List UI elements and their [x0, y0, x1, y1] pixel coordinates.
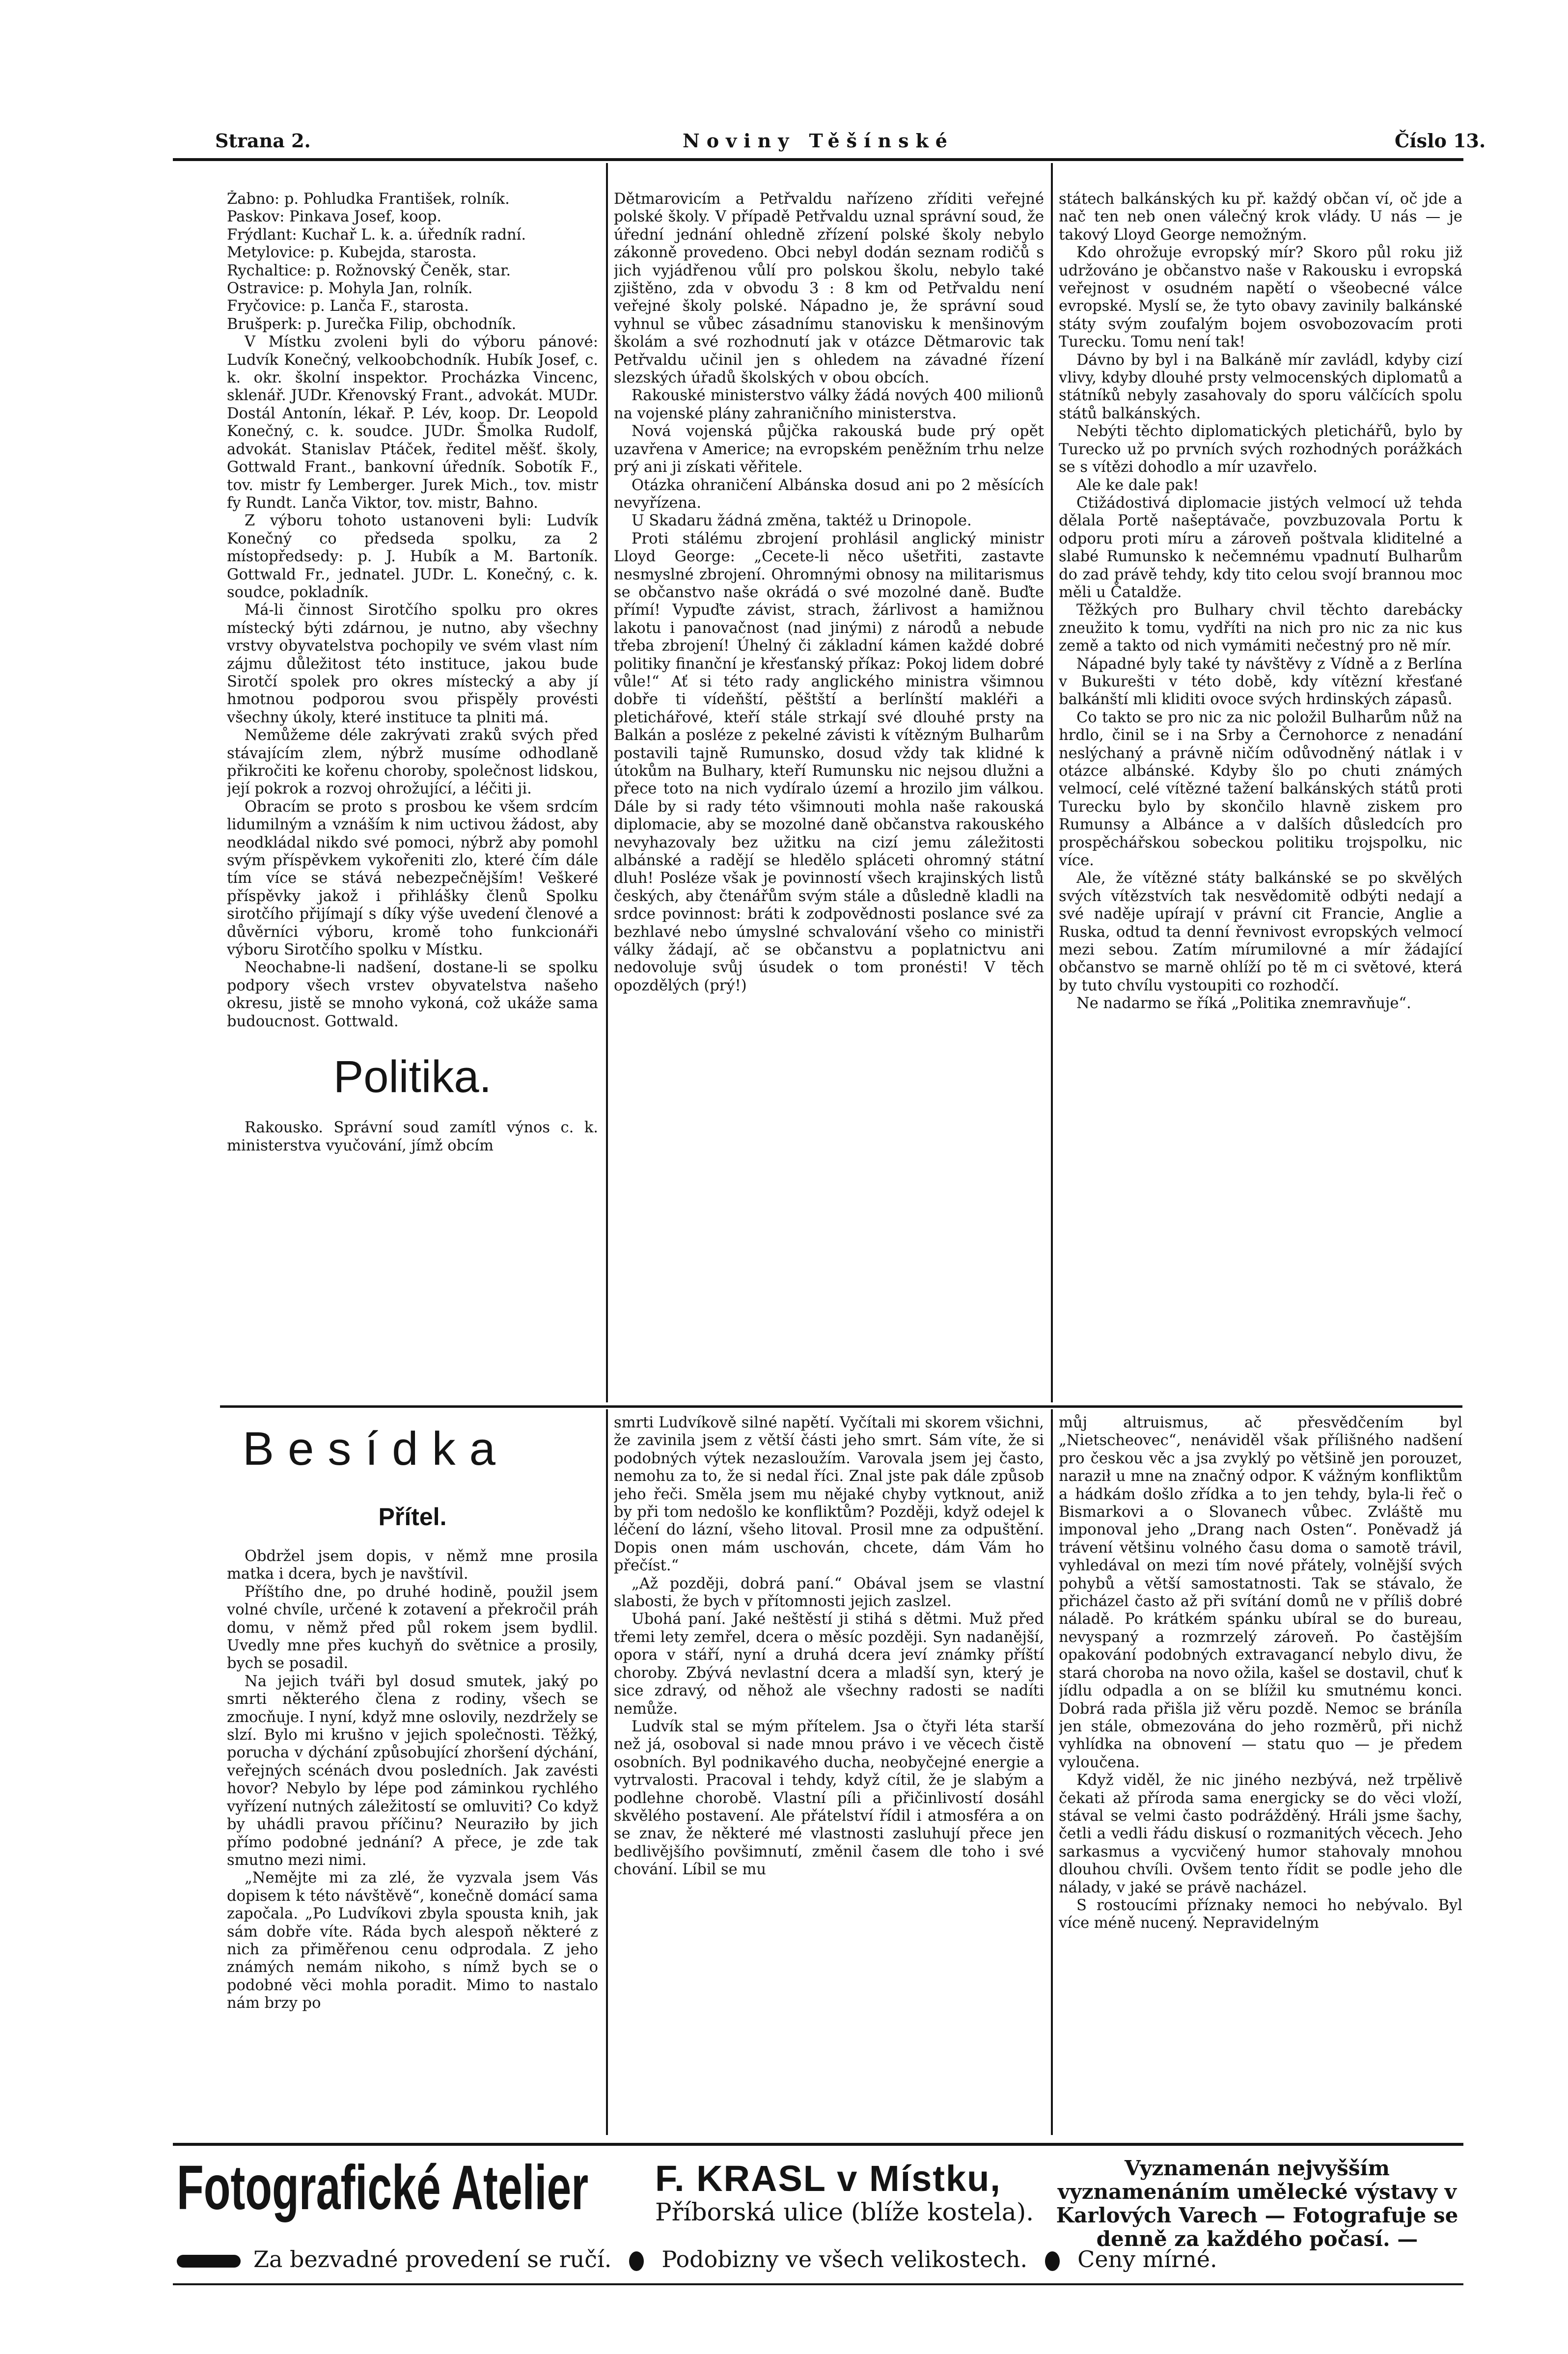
bullet-icon: [629, 2251, 644, 2271]
ad-award: Vyznamenán nejvyšším vyznamenáním umělecké výstavy v Karlových Varech — Fotografuje se denně za každého počasí. —: [1056, 2156, 1458, 2251]
paragraph: Nápadné byly také ty návštěvy z Vídně a z Berlína v Bukurešti v této době, kdy vítězní křesťané balkánští mli kliditi ovoce svých hrdinských zápasů.: [1059, 655, 1462, 709]
list-item: Žabno: p. Pohludka František, rolník.: [227, 191, 510, 208]
paragraph: Dávno by byl i na Balkáně mír zavládl, kdyby cizí vlivy, kdyby dlouhé prsty velmocenských diplomatů a státníků nebyly zasahovaly do sporu válčících spolu států balkánských.: [1059, 351, 1462, 422]
paragraph: Kdo ohrožuje evropský mír? Skoro půl roku již udržováno je občanstvo naše v Rakousku i evropská veřejnost v osudném napětí o všeobecné válce evropské. Myslí se, že tyto obavy zavinily balkánské státy svým zoufalým bojem osvobozovacím proti Turecku. Tomu není tak!: [1059, 244, 1462, 351]
bullet-icon: [1045, 2251, 1060, 2271]
paragraph: Nebýti těchto diplomatických pletichářů, bylo by Turecko už po prvních svých rozhodných porážkách se s vítězi dohodlo a mír uzavřelo.: [1059, 423, 1462, 476]
paragraph: Má-li činnost Sirotčího spolku pro okres místecký býti zdárnou, je nutno, aby všechny vrstvy obyvatelstva pochopily ve svém vlast ním zájmu důležitost této instituce, jakou bude Sirotčí spolek pro okres místecký a aby jí hmotnou podporou svou přispěly provésti všechny úkoly, které instituce ta plniti má.: [227, 602, 598, 726]
paragraph: Obdržel jsem dopis, v němž mne prosila matka i dcera, bych je navštívil.: [227, 1548, 598, 1583]
paragraph: Neochabne-li nadšení, dostane-li se spolku podpory všech vrstev obyvatelstva našeho okresu, jistě se mnoho vykoná, což ukáže sama budoucnost. Gottwald.: [227, 959, 598, 1030]
paragraph: Příštího dne, po druhé hodině, použil jsem volné chvíle, určené k zotavení a překročil práh domu, v němž před půl rokem jsem bydlil. Uvedly mne přes kuchyň do světnice a prosily, bych se posadil.: [227, 1583, 598, 1672]
list-item: Fryčovice: p. Lanča F., starosta.: [227, 298, 469, 315]
paragraph: Ctižádostivá diplomacie jistých velmocí už tehda dělala Portě našeptávače, povzbuzovala Portu k odporu proti míru a zároveň poštvala kliditelné a slabé Rumunsko k nečemnému vpadnutí Bulharům do zad právě tehdy, kdy tito celou svojí brannou moc měli u Čataldže.: [1059, 494, 1462, 601]
paragraph: Otázka ohraničení Albánska dosud ani po 2 měsících nevyřízena.: [614, 476, 1044, 512]
advertisement: [177, 2150, 1463, 2272]
column-divider: [1051, 1409, 1053, 2135]
paragraph: Nová vojenská půjčka rakouská bude prý opět uzavřena v Americe; na evropském peněžním trhu nelze prý ani ji získati věřitele.: [614, 423, 1044, 476]
ad-bottom-line: [177, 2246, 1463, 2272]
paragraph: Těžkých pro Bulhary chvil těchto darebácky zneužito k tomu, vydříti na nich pro nic za nic kus země a takto od nich vymámiti nečestný pro ně mír.: [1059, 602, 1462, 655]
paragraph: „Až později, dobrá paní.“ Obával jsem se vlastní slabosti, že bych v přítomnosti jejich zaslzel.: [614, 1575, 1044, 1611]
ad-address: Příborská ulice (blíže kostela).: [655, 2198, 1034, 2226]
paragraph: U Skadaru žádná změna, taktéž u Drinopole.: [632, 512, 972, 530]
issue-number: Číslo 13.: [1395, 130, 1486, 152]
list-item: Metylovice: p. Kubejda, starosta.: [227, 244, 477, 262]
paragraph: S rostoucími příznaky nemoci ho nebývalo. Byl více méně nucený. Nepravidelným: [1059, 1896, 1462, 1932]
ad-prices: Ceny mírné.: [1077, 2246, 1217, 2272]
column-divider: [1051, 163, 1053, 1402]
ad-bottom-rule: [173, 2283, 1463, 2285]
paragraph: „Nemějte mi za zlé, že vyzvala jsem Vás dopisem k této návštěvě“, konečně domácí sama započala. „Po Ludvíkovi zbyla spousta knih, jak sám dobře víte. Ráda bych alespoň některé z nich za přiměřenou cenu odprodala. Z jeho známých nemám nikoho, s nímž bych se o podobné věci mohla poradit. Mimo to nastalo nám brzy po: [227, 1869, 598, 2012]
list-item: Frýdlant: Kuchař L. k. a. úředník radní.: [227, 226, 526, 244]
column-3: [1059, 191, 1462, 1400]
paragraph: Dětmarovicím a Petřvaldu nařízeno zříditi veřejné polské školy. V případě Petřvaldu uznal správní soud, že úřední jednání ohledně zřízení polské školy nebylo zákonně provedeno. Obci nebyl dodán seznam rodičů s jich vyjádřenou vůlí pro polskou školu, nebylo také zjištěno, zda v obvodu 3 : 8 km od Petřvaldu není veřejné školy polské. Nápadno je, že správní soud vyhnul se vůbec zásadnímu stanovisku k menšinovým školám a své rozhodnutí jak v otázce Dětmarovic tak Petřvaldu učinil jen s ohledem na závadné řízení slezských úřadů školských v obou obcích.: [614, 191, 1044, 387]
besidka-heading: Besídka: [243, 1423, 509, 1475]
column-1: [227, 191, 598, 1400]
newspaper-title: Noviny Těšínské: [683, 130, 954, 152]
column-divider: [606, 1409, 608, 2135]
paragraph: Ale, že vítězné státy balkánské se po skvělých svých vítězstvích tak nesvědomitě odbýti nedají a své naděje upírají v právní cit Francie, Anglie a Ruska, odtud ta denní řevnivost evropských velmocí mezi sebou. Zatím mírumilovné a mír žádající občanstvo se marně ohlíží po tě m ci světové, která by tuto chvílu vystoupiti co rozhodčí.: [1059, 870, 1462, 994]
ad-sizes: Podobizny ve všech velikostech.: [661, 2246, 1028, 2272]
paragraph: státech balkánských ku př. každý občan ví, oč jde a nač ten neb onen válečný krok vlády. U nás — je takový Lloyd George nemožným.: [1059, 191, 1462, 244]
header-rule: [173, 158, 1463, 161]
paragraph: Z výboru tohoto ustanoveni byli: Ludvík Konečný co předseda spolku, za 2 místopředsedy: p. J. Hubík a M. Bartoník. Gottwald Fr., jednatel. JUDr. L. Konečný, c. k. soudce, pokladník.: [227, 512, 598, 601]
paragraph: smrti Ludvíkově silné napětí. Vyčítali mi skorem všichni, že zavinila jsem z větší části jeho smrt. Sám víte, že si podobných výtek nezasloužím. Varovala jsem jej často, nemohu za to, že si nedal říci. Znal jste pak dále způsob jeho řeči. Směla jsem mu nějaké chyby vytknout, aniž by při tom nedošlo ke konfliktům? Později, když odejel k léčení do lázní, všeho litoval. Prosil mne za odpuštění. Dopis onen mám uschován, chcete, dám Vám ho přečíst.“: [614, 1414, 1044, 1575]
paragraph: Na jejich tváři byl dosud smutek, jaký po smrti některého člena z rodiny, všech se zmocňuje. I nyní, když mne oslovily, nezdržely se slzí. Bylo mi krušno v jejich společnosti. Těžký, porucha v dýchání způsobující zhoršení dýchání, veřejných scénách dvou posledních. Jak zavésti hovor? Nebylo by lépe pod záminkou rychlého vyřízení nutných záležitostí se omluviti? Co když by uhádli pravou příčinu? Neuraziło by jich přímo podobné jednání? A přece, je zde tak smutno mezi nimi.: [227, 1672, 598, 1869]
paragraph: Proti stálému zbrojení prohlásil anglický ministr Lloyd George: „Cecete-li něco ušetřiti, zastavte nesmyslné zbrojení. Ohromnými obnosy na militarismus se občanstvo naše okrádá o své mozolné daně. Buďte přímí! Vypuďte závist, strach, žárlivost a hamižnou lakotu i panovačnost (nad jinými) z národů a nebude třeba zbrojení! Úhelný či základní kámen každé dobré politiky finanční je křesťanský příkaz: Pokoj lidem dobré vůle!“ Ať si této rady anglického ministra všimnou dobře ti vídeňští, pěštští a berlínští makléři a pletichářové, kteří stále strkají své dlouhé prsty na Balkán a posléze z pekelné závisti k vítězným Bulharům postavili tajně Rumunsko, dosud vždy tak klidné k útokům na Bulhary, kteří Rumunsku nic nejsou dlužni a přece toto na nich vydíralo území a hrozilo jim válkou. Dále by si rady této všimnouti mohla naše rakouská diplomacie, aby se mozolné daně občanstva rakouského nevyhazovaly bez užitku na cizí jemu záležitosti albánské a radějí se hledělo spláceti ohromný státní dluh! Posléze však je povinností všech krajinských listů českých, aby čtenářům svým stále a důsledně kladli na srdce povinnost: bráti k zodpovědnosti poslance své za bezhlavé nebo úmyslné schvalování všeho co ministři války žádají, ač se občanstvu a poplatnictvu ani nedovoluje svůj úsudek o tom pronésti! V těch opozdělých (prý!): [614, 530, 1044, 994]
column-2: [614, 191, 1044, 1400]
paragraph: Když viděl, že nic jiného nezbývá, než trpělivě čekati až příroda sama energicky se do věci vloží, stával se velmi často podrážděný. Hráli jsme šachy, četli a vedli řádu diskusí o rozmanitých věcech. Jeho sarkasmus a vycvičený humor stahovaly mnohou dlouhou chvíli. Ovšem tento řídit se podle jeho dle nálady, v jaké se právě nacházel.: [1059, 1772, 1462, 1896]
paragraph: Ne nadarmo se říká „Politika znemravňuje“.: [1076, 995, 1411, 1013]
list-item: Rychaltice: p. Rožnovský Čeněk, star.: [227, 262, 511, 279]
section-rule: [220, 1405, 1462, 1408]
paragraph: Obracím se proto s prosbou ke všem srdcím lidumilným a vznáším k nim uctivou žádost, aby neodkládal nikdo své pomoci, nýbrž aby pomohl svým příspěvkem vykořeniti zlo, které čím dále tím více se stává nebezpečnějším! Veškeré příspěvky jakož i přihlášky členů Spolku sirotčího přijímají s díky výše uvedení členové a důvěrníci výboru, kromě toho funkcionáři výboru Sirotčího spolku v Místku.: [227, 798, 598, 959]
story-title: Přítel.: [378, 1503, 447, 1531]
ad-top-rule: [173, 2143, 1463, 2146]
paragraph: V Místku zvoleni byli do výboru pánové: Ludvík Konečný, velkoobchodník. Hubík Josef, c. k. okr. školní inspektor. Procházka Vincenc, sklenář. JUDr. Křenovský Frant., advokát. MUDr. Dostál Antonín, lékař. P. Lév, koop. Dr. Leopold Konečný, c. k. soudce. JUDr. Šmolka Rudolf, advokát. Stanislav Ptáček, ředitel měšť. školy, Gottwald Frant., bankovní úředník. Sobotík F., tov. mistr fy Lemberger. Jurek Mich., tov. mistr fy Rundt. Lanča Viktor, tov. mistr, Bahno.: [227, 333, 598, 512]
besidka-column-3: [1059, 1414, 1462, 2136]
paragraph: můj altruismus, ač přesvědčením byl „Nietscheovec“, nenáviděl však přílišného nadšení pro českou věc a jsa zvyklý po většině jen porouzet, naraził u mne na značný odpor. K vážným konfliktům a hádkám došlo zřídka a to jen tehdy, byla-li řeč o Bismarkovi a o Slovanech vůbec. Zvláště mu imponoval jeho „Drang nach Osten“. Poněvadž já trávení většinu volného času doma o samotě trávil, vyhledával on mezi tím nové přátely, volnější svých pohybů a větší samostatnosti. Tak se stávalo, že přicházel často až při svítání domů ne v příliš dobré náladě. Po krátkém spánku ubíral se do bureau, nevyspaný a rozmrzelý zároveň. Po častějším opakování podobných extravagancí nebylo divu, že stará choroba na novo ožila, kašel se dostavil, chuť k jídlu odpadla a on se blížil ku smutnému konci. Dobrá rada přišla již věru pozdě. Nemoc se bráníla jen stále, obmezována do jeho rozměrů, při nichž vyhlídka na obnovení — statu quo — je předem vyloučena.: [1059, 1414, 1462, 1771]
column-divider: [606, 163, 608, 1402]
pointing-hand-icon: [177, 2255, 241, 2268]
paragraph: Nemůžeme déle zakrývati zraků svých před stávajícím zlem, nýbrž musíme odhodlaně přikročiti ke kořenu choroby, společnost lidskou, její pokrok a rozvoj ohrožující, a léčiti ji.: [227, 727, 598, 798]
ad-firm-name: F. KRASL v Místku,: [655, 2158, 1001, 2199]
paragraph: Ubohá paní. Jaké neštěstí ji stihá s dětmi. Muž před třemi lety zemřel, dcera o měsíc později. Syn nadanější, opora v stáří, nyní a druhá dcera jeví známky příští choroby. Zbývá nevlastní dcera a mladší syn, který je sice zdravý, od něhož ale všechny radosti se nadíti nemůže.: [614, 1611, 1044, 1718]
paragraph: Co takto se pro nic za nic položil Bulharům nůž na hrdlo, činil se i na Srby a Černohorce z nenadání neslýchaný a právně ničím odůvodněný nátlak i v otázce albánské. Kdyby šlo po chuti známých velmocí, celé vítězné tažení balkánských států proti Turecku bylo by skončilo hlavně ziskem pro Rumunsy a Albánce a v dalších důsledcích pro prospěchářskou sobeckou politiku trojspolku, nic více.: [1059, 709, 1462, 870]
paragraph: Ale ke dale pak!: [1076, 476, 1199, 494]
paragraph: Ludvík stal se mým přítelem. Jsa o čtyři léta starší než já, osoboval si nade mnou právo i ve věcech čistě osobních. Byl podnikavého ducha, neobyčejné energie a vytrvalosti. Pracoval i tehdy, když cítil, že je slabým a podlehne chorobě. Vlastní píli a přičinlivostí dosáhl skvělého postavení. Ale přátelství řídil i atmosféra a on se znav, že některé mé vlastnosti zasluhují přece jen bedlivějšího povšimnutí, změnil časem dle toho i své chování. Líbil se mu: [614, 1718, 1044, 1879]
paragraph: Rakouské ministerstvo války žádá nových 400 milionů na vojenské plány zahraničního ministerstva.: [614, 387, 1044, 422]
list-item: Paskov: Pinkava Josef, koop.: [227, 208, 442, 226]
ad-studio-name: Fotografické Atelier: [177, 2153, 589, 2223]
besidka-column-2: [614, 1414, 1044, 2136]
besidka-column-1: [227, 1414, 598, 2136]
page-number: Strana 2.: [215, 130, 311, 152]
politika-heading: Politika.: [333, 1052, 492, 1102]
paragraph: Rakousko. Správní soud zamítl výnos c. k. ministerstva vyučování, jímž obcím: [227, 1119, 598, 1154]
ad-guarantee: Za bezvadné provedení se ručí.: [253, 2246, 612, 2272]
list-item: Brušperk: p. Jurečka Filip, obchodník.: [227, 315, 517, 333]
list-item: Ostravice: p. Mohyla Jan, rolník.: [227, 280, 473, 298]
